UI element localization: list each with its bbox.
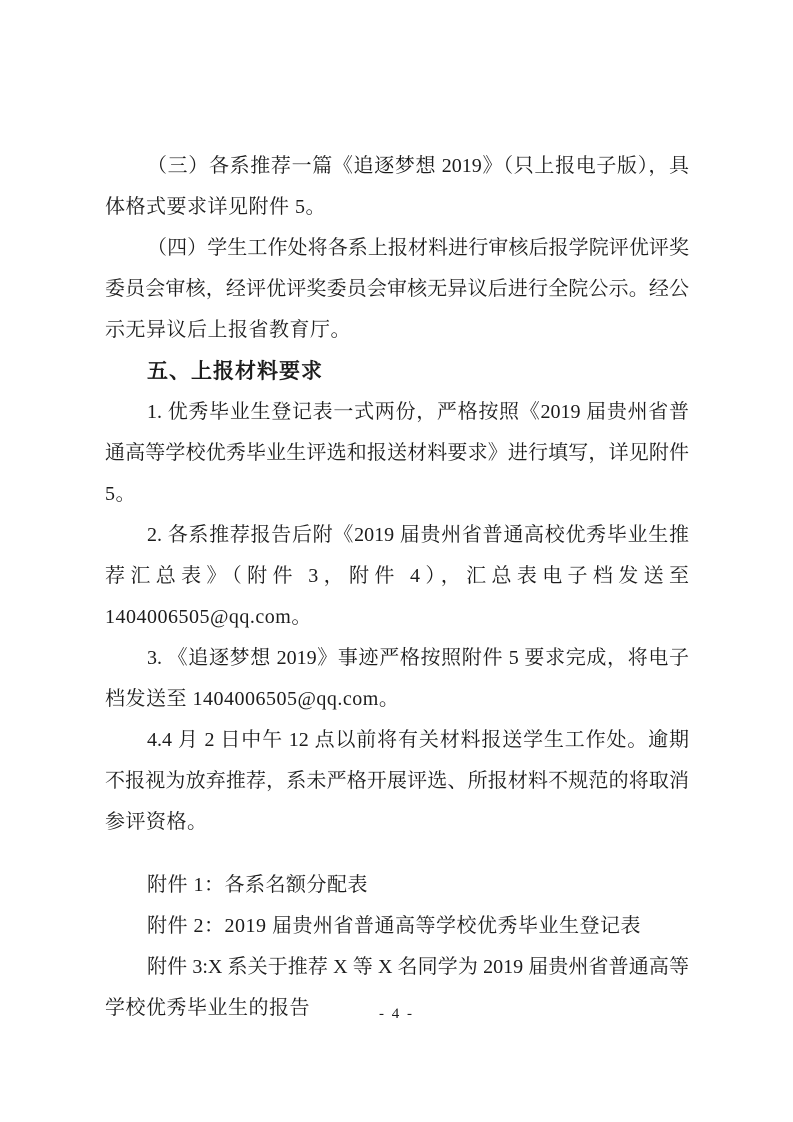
page-number: - 4 -	[379, 1006, 414, 1022]
item-4-line-3: 参评资格。	[105, 811, 208, 833]
item-1-line-1: 1. 优秀毕业生登记表一式两份，严格按照《2019 届贵州省普	[147, 401, 689, 423]
item-4-line-1: 4.4 月 2 日中午 12 点以前将有关材料报送学生工作处。逾期	[147, 729, 689, 751]
item-2-line-1: 2. 各系推荐报告后附《2019 届贵州省普通高校优秀毕业生推	[147, 524, 689, 546]
document-body	[105, 146, 689, 1029]
item-2-line-3-email: 1404006505@qq.com。	[105, 606, 312, 628]
attachment-list	[105, 865, 689, 1029]
attachment-3-line-1: 附件 3:X 系关于推荐 X 等 X 名同学为 2019 届贵州省普通高等	[147, 956, 689, 978]
attachment-2: 附件 2：2019 届贵州省普通高等学校优秀毕业生登记表	[147, 915, 641, 937]
item-3-line-2-email: 档发送至 1404006505@qq.com。	[105, 688, 400, 710]
paragraph-4-line-3: 示无异议后上报省教育厅。	[105, 319, 351, 341]
item-3-line-1: 3. 《追逐梦想 2019》事迹严格按照附件 5 要求完成，将电子	[147, 647, 689, 669]
attachment-3-line-2: 学校优秀毕业生的报告	[105, 997, 310, 1019]
item-4-line-2: 不报视为放弃推荐，系未严格开展评选、所报材料不规范的将取消	[105, 770, 689, 792]
item-1-line-3: 5。	[105, 483, 136, 505]
paragraph-4-line-2: 委员会审核，经评优评奖委员会审核无异议后进行全院公示。经公	[105, 278, 689, 300]
section-5-heading: 五、上报材料要求	[147, 360, 323, 383]
paragraph-3-line-2: 体格式要求详见附件 5。	[105, 196, 326, 218]
paragraph-4-line-1: （四）学生工作处将各系上报材料进行审核后报学院评优评奖	[147, 237, 689, 259]
attachment-1: 附件 1：各系名额分配表	[147, 874, 368, 896]
item-1-line-2: 通高等学校优秀毕业生评选和报送材料要求》进行填写，详见附件	[105, 442, 689, 464]
item-2-line-2: 荐汇总表》（附件 3，附件 4），汇总表电子档发送至	[105, 565, 689, 587]
paragraph-3-line-1: （三）各系推荐一篇《追逐梦想 2019》（只上报电子版），具	[147, 155, 689, 177]
